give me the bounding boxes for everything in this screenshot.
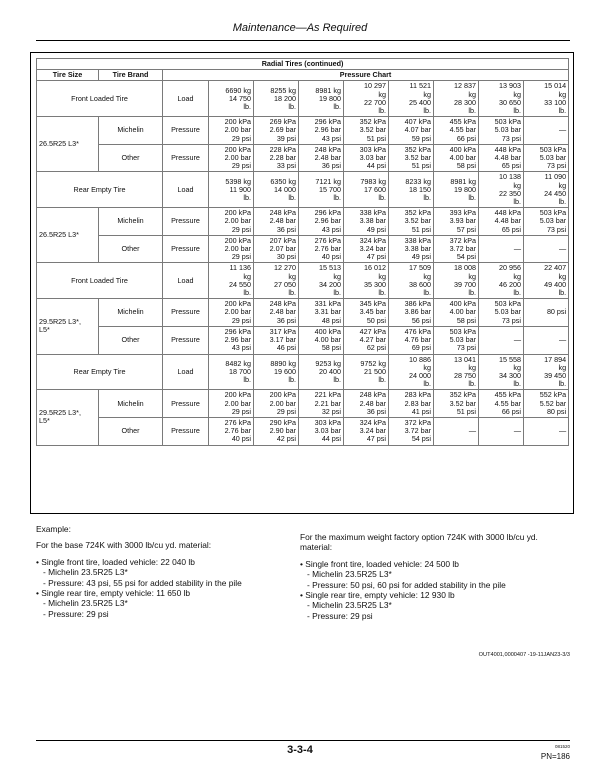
pressure-value: — [524, 326, 569, 354]
pressure-value: 400 kPa 4.00 bar 58 psi [299, 326, 344, 354]
pressure-value: 352 kPa 3.52 bar 51 psi [389, 144, 434, 172]
sub-item: - Pressure: 29 psi [36, 609, 288, 619]
pressure-row [37, 208, 569, 236]
tire-brand-cell: Other [99, 144, 163, 172]
header-rule [36, 40, 570, 41]
pressure-label: Pressure [163, 417, 209, 445]
pressure-value: 352 kPa 3.52 bar 51 psi [389, 208, 434, 236]
pressure-value: 338 kPa 3.38 bar 49 psi [344, 208, 389, 236]
pressure-row [37, 417, 569, 445]
example-left-heading: For the base 724K with 3000 lb/cu yd. material: [36, 540, 212, 551]
load-value: 10 297 kg 22 700 lb. [344, 81, 389, 117]
sub-item: - Pressure: 43 psi, 55 psi for added stability in the pile [36, 578, 288, 588]
load-value: 8981 kg 19 800 lb. [434, 172, 479, 208]
load-value: 15 513 kg 34 200 lb. [299, 263, 344, 299]
pressure-label: Pressure [163, 299, 209, 327]
pressure-value: 448 kPa 4.48 bar 65 psi [479, 144, 524, 172]
load-value: 7983 kg 17 600 lb. [344, 172, 389, 208]
load-row [37, 263, 569, 299]
pressure-value: — [479, 326, 524, 354]
load-value: 5398 kg 11 900 lb. [209, 172, 254, 208]
example-left-list [36, 557, 288, 619]
pressure-label: Pressure [163, 144, 209, 172]
tire-size-cell: 29.5R25 L3*, L5* [37, 390, 99, 445]
example-right-list [300, 559, 572, 621]
load-value: 8482 kg 18 700 lb. [209, 354, 254, 390]
load-value: 9253 kg 20 400 lb. [299, 354, 344, 390]
sub-item: - Michelin 23.5R25 L3* [300, 569, 572, 579]
footer-code: 081520 [554, 744, 570, 749]
pressure-value: 276 kPa 2.76 bar 40 psi [209, 417, 254, 445]
example-right [300, 532, 572, 621]
pressure-value: 200 kPa 2.00 bar 29 psi [209, 235, 254, 263]
load-value: 15 014 kg 33 100 lb. [524, 81, 569, 117]
tire-brand-cell: Other [99, 235, 163, 263]
load-value: 15 558 kg 34 300 lb. [479, 354, 524, 390]
col-header-pressure-chart: Pressure Chart [163, 70, 569, 81]
sub-item: - Michelin 23.5R25 L3* [36, 567, 288, 577]
col-header-tire-brand: Tire Brand [99, 70, 163, 81]
tire-size-cell: 26.5R25 L3* [37, 117, 99, 172]
pressure-value: 400 kPa 4.00 bar 58 psi [434, 299, 479, 327]
pressure-value: 290 kPa 2.90 bar 42 psi [254, 417, 299, 445]
pressure-value: 324 kPa 3.24 bar 47 psi [344, 417, 389, 445]
load-value: 11 136 kg 24 550 lb. [209, 263, 254, 299]
group-label: Front Loaded Tire [37, 263, 163, 299]
load-value: 8233 kg 18 150 lb. [389, 172, 434, 208]
pressure-value: 503 kPa 5.03 bar 73 psi [524, 144, 569, 172]
load-value: 13 041 kg 28 750 lb. [434, 354, 479, 390]
pressure-value: 372 kPa 3.72 bar 54 psi [434, 235, 479, 263]
pressure-value: 352 kPa 3.52 bar 51 psi [434, 390, 479, 418]
tire-brand-cell: Michelin [99, 208, 163, 236]
pressure-value: 296 kPa 2.96 bar 43 psi [299, 117, 344, 145]
pressure-value: 248 kPa 2.48 bar 36 psi [344, 390, 389, 418]
pressure-label: Pressure [163, 235, 209, 263]
pressure-value: 200 kPa 2.00 bar 29 psi [209, 208, 254, 236]
load-value: 10 138 kg 22 350 lb. [479, 172, 524, 208]
pressure-row [37, 326, 569, 354]
pressure-value: 476 kPa 4.76 bar 69 psi [389, 326, 434, 354]
pressure-value: — [434, 417, 479, 445]
pressure-row [37, 299, 569, 327]
pressure-row [37, 390, 569, 418]
bullet-item: • Single front tire, loaded vehicle: 22 040 lb [36, 557, 288, 567]
pressure-value: — [524, 235, 569, 263]
group-label: Rear Empty Tire [37, 172, 163, 208]
bullet-item: • Single rear tire, empty vehicle: 12 930 lb [300, 590, 572, 600]
load-value: 18 008 kg 39 700 lb. [434, 263, 479, 299]
load-value: 13 903 kg 30 650 lb. [479, 81, 524, 117]
reference-code: OUT4001,0000407 -19-11JAN23-3/3 [478, 652, 570, 658]
pressure-value: 338 kPa 3.38 bar 49 psi [389, 235, 434, 263]
pressure-value: 248 kPa 2.48 bar 36 psi [254, 208, 299, 236]
pressure-value: 296 kPa 2.96 bar 43 psi [209, 326, 254, 354]
load-value: 7121 kg 15 700 lb. [299, 172, 344, 208]
pressure-value: 200 kPa 2.00 bar 29 psi [209, 144, 254, 172]
pressure-value: 200 kPa 2.00 bar 29 psi [209, 299, 254, 327]
pressure-row [37, 117, 569, 145]
table-frame [30, 52, 574, 514]
load-value: 17 894 kg 39 450 lb. [524, 354, 569, 390]
tire-size-cell: 26.5R25 L3* [37, 208, 99, 263]
bullet-item: • Single rear tire, empty vehicle: 11 650 lb [36, 588, 288, 598]
col-header-tire-size: Tire Size [37, 70, 99, 81]
pressure-value: 317 kPa 3.17 bar 46 psi [254, 326, 299, 354]
pressure-value: 503 kPa 5.03 bar 73 psi [479, 117, 524, 145]
load-value: 11 521 kg 25 400 lb. [389, 81, 434, 117]
load-label: Load [163, 263, 209, 299]
load-value: 20 956 kg 46 200 lb. [479, 263, 524, 299]
pressure-value: 352 kPa 3.52 bar 51 psi [344, 117, 389, 145]
sub-item: - Pressure: 50 psi, 60 psi for added stability in the pile [300, 580, 572, 590]
load-value: 6350 kg 14 000 lb. [254, 172, 299, 208]
pressure-label: Pressure [163, 326, 209, 354]
pressure-value: 80 psi [524, 299, 569, 327]
pressure-label: Pressure [163, 208, 209, 236]
group-label: Front Loaded Tire [37, 81, 163, 117]
load-row [37, 172, 569, 208]
sub-item: - Michelin 23.5R25 L3* [36, 598, 288, 608]
pressure-value: 393 kPa 3.93 bar 57 psi [434, 208, 479, 236]
load-value: 8890 kg 19 600 lb. [254, 354, 299, 390]
load-value: 22 407 kg 49 400 lb. [524, 263, 569, 299]
load-value: 12 270 kg 27 050 lb. [254, 263, 299, 299]
pressure-value: 207 kPa 2.07 bar 30 psi [254, 235, 299, 263]
pressure-value: 200 kPa 2.00 bar 29 psi [209, 117, 254, 145]
tire-brand-cell: Other [99, 417, 163, 445]
pressure-value: 276 kPa 2.76 bar 40 psi [299, 235, 344, 263]
pn-number: PN=186 [540, 752, 570, 761]
pressure-value: — [524, 417, 569, 445]
load-label: Load [163, 354, 209, 390]
pressure-value: 324 kPa 3.24 bar 47 psi [344, 235, 389, 263]
pressure-row [37, 235, 569, 263]
pressure-label: Pressure [163, 117, 209, 145]
pressure-value: 248 kPa 2.48 bar 36 psi [254, 299, 299, 327]
pressure-value: 448 kPa 4.48 bar 65 psi [479, 208, 524, 236]
example-left [36, 524, 288, 619]
pressure-value: 221 kPa 2.21 bar 32 psi [299, 390, 344, 418]
pressure-value: 407 kPa 4.07 bar 59 psi [389, 117, 434, 145]
pressure-value: 400 kPa 4.00 bar 58 psi [434, 144, 479, 172]
example-right-heading: For the maximum weight factory option 724K with 3000 lb/cu yd. material: [300, 532, 538, 553]
pressure-value: 228 kPa 2.28 bar 33 psi [254, 144, 299, 172]
example-label: Example: [36, 524, 71, 534]
pressure-value: 296 kPa 2.96 bar 43 psi [299, 208, 344, 236]
pressure-value: 283 kPa 2.83 bar 41 psi [389, 390, 434, 418]
pressure-value: — [479, 417, 524, 445]
pressure-row [37, 144, 569, 172]
load-value: 8255 kg 18 200 lb. [254, 81, 299, 117]
pressure-value: 303 kPa 3.03 bar 44 psi [299, 417, 344, 445]
pressure-value: 372 kPa 3.72 bar 54 psi [389, 417, 434, 445]
load-label: Load [163, 172, 209, 208]
load-value: 16 012 kg 35 300 lb. [344, 263, 389, 299]
tire-size-cell: 29.5R25 L3*, L5* [37, 299, 99, 354]
pressure-value: 455 kPa 4.55 bar 66 psi [434, 117, 479, 145]
load-value: 6690 kg 14 750 lb. [209, 81, 254, 117]
load-value: 12 837 kg 28 300 lb. [434, 81, 479, 117]
group-label: Rear Empty Tire [37, 354, 163, 390]
tire-brand-cell: Michelin [99, 390, 163, 418]
sub-item: - Michelin 23.5R25 L3* [300, 600, 572, 610]
pressure-value: 455 kPa 4.55 bar 66 psi [479, 390, 524, 418]
load-value: 17 509 kg 38 600 lb. [389, 263, 434, 299]
pressure-value: 552 kPa 5.52 bar 80 psi [524, 390, 569, 418]
table-title: Radial Tires (continued) [37, 59, 569, 70]
load-value: 10 886 kg 24 000 lb. [389, 354, 434, 390]
tire-brand-cell: Other [99, 326, 163, 354]
pressure-value: 331 kPa 3.31 bar 48 psi [299, 299, 344, 327]
pressure-value: 386 kPa 3.86 bar 56 psi [389, 299, 434, 327]
load-label: Load [163, 81, 209, 117]
pressure-value: 269 kPa 2.69 bar 39 psi [254, 117, 299, 145]
pressure-value: 200 kPa 2.00 bar 29 psi [254, 390, 299, 418]
page-number: 3-3-4 [287, 744, 313, 756]
pressure-value: 248 kPa 2.48 bar 36 psi [299, 144, 344, 172]
pressure-chart-table [36, 58, 569, 446]
pressure-value: 200 kPa 2.00 bar 29 psi [209, 390, 254, 418]
pressure-value: 345 kPa 3.45 bar 50 psi [344, 299, 389, 327]
table-body [37, 81, 569, 445]
pressure-value: 427 kPa 4.27 bar 62 psi [344, 326, 389, 354]
load-row [37, 81, 569, 117]
tire-brand-cell: Michelin [99, 299, 163, 327]
load-value: 11 090 kg 24 450 lb. [524, 172, 569, 208]
page-header-title: Maintenance—As Required [232, 22, 368, 34]
load-value: 9752 kg 21 500 lb. [344, 354, 389, 390]
pressure-value: — [479, 235, 524, 263]
pressure-label: Pressure [163, 390, 209, 418]
pressure-value: 503 kPa 5.03 bar 73 psi [524, 208, 569, 236]
tire-brand-cell: Michelin [99, 117, 163, 145]
bullet-item: • Single front tire, loaded vehicle: 24 500 lb [300, 559, 572, 569]
pressure-value: 503 kPa 5.03 bar 73 psi [434, 326, 479, 354]
pressure-value: 503 kPa 5.03 bar 73 psi [479, 299, 524, 327]
load-row [37, 354, 569, 390]
sub-item: - Pressure: 29 psi [300, 611, 572, 621]
pressure-value: 303 kPa 3.03 bar 44 psi [344, 144, 389, 172]
footer-rule [36, 740, 570, 741]
load-value: 8981 kg 19 800 lb. [299, 81, 344, 117]
pressure-value: — [524, 117, 569, 145]
